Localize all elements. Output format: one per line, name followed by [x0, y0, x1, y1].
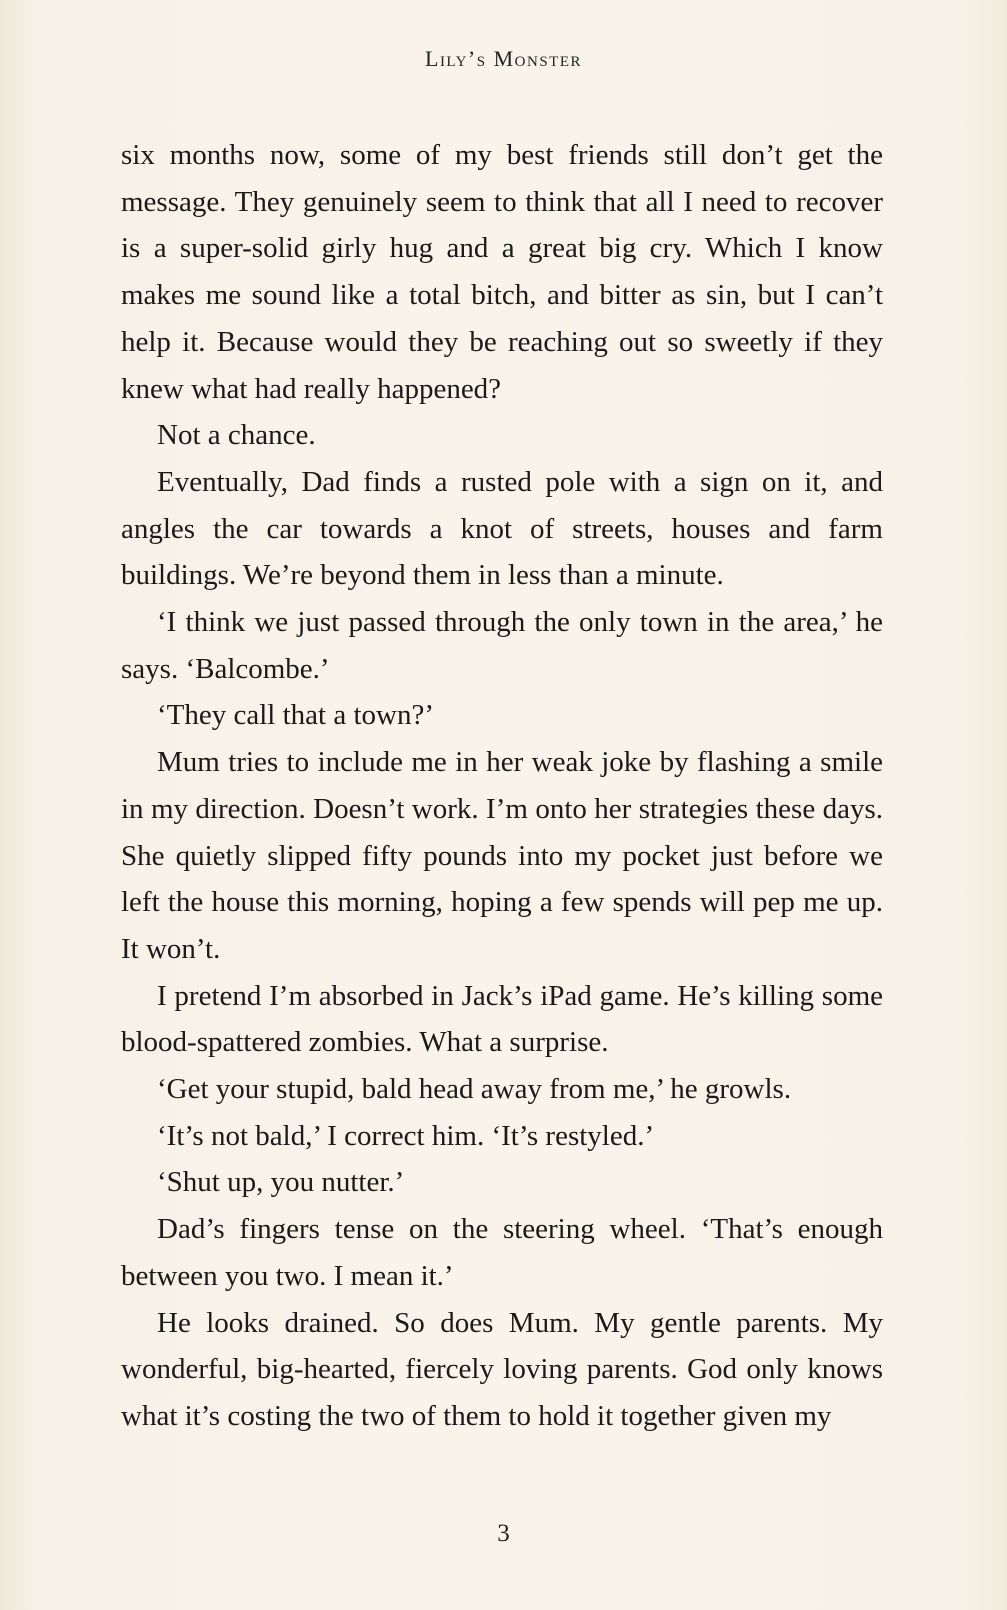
- paragraph: Eventually, Dad finds a rusted pole with a sign on it, and angles the car towards a knot of streets, houses and farm buildings. We’re beyond them in less than a minute.: [121, 465, 883, 592]
- body-text: [121, 132, 883, 1440]
- paragraph: He looks drained. So does Mum. My gentle parents. My wonderful, big-hearted, fiercely loving parents. God only knows what it’s costing the two of them to hold it together given my: [121, 1306, 883, 1432]
- paragraph: six months now, some of my best friends still don’t get the message. They genuinely seem to think that all I need to recover is a super-solid girly hug and a great big cry. Which I know makes me sound like a total bitch, and bitter as sin, but I can’t help it. Because would they be reaching out so sweetly if they knew what had really happened?: [121, 139, 883, 405]
- paragraph: Dad’s fingers tense on the steering wheel. ‘That’s enough between you two. I mean it.’: [121, 1213, 883, 1292]
- page-number: 3: [497, 1520, 510, 1547]
- paragraph: ‘Shut up, you nutter.’: [157, 1166, 405, 1199]
- paragraph: Mum tries to include me in her weak joke by flashing a smile in my direction. Doesn’t work. I’m onto her strategies these days. She quietly slipped fifty pounds into my pocket just before we left the house this morning, hoping a few spends will pep me up. It won’t.: [121, 746, 883, 965]
- paragraph: ‘It’s not bald,’ I correct him. ‘It’s restyled.’: [157, 1119, 655, 1152]
- paragraph: ‘Get your stupid, bald head away from me,’ he growls.: [157, 1073, 792, 1106]
- paragraph: Not a chance.: [157, 419, 316, 452]
- paragraph: ‘I think we just passed through the only town in the area,’ he says. ‘Balcombe.’: [121, 606, 883, 685]
- paragraph: ‘They call that a town?’: [157, 699, 434, 732]
- paragraph: I pretend I’m absorbed in Jack’s iPad game. He’s killing some blood-spattered zombies. What a surprise.: [121, 979, 883, 1059]
- running-head: Lily’s Monster: [425, 46, 582, 71]
